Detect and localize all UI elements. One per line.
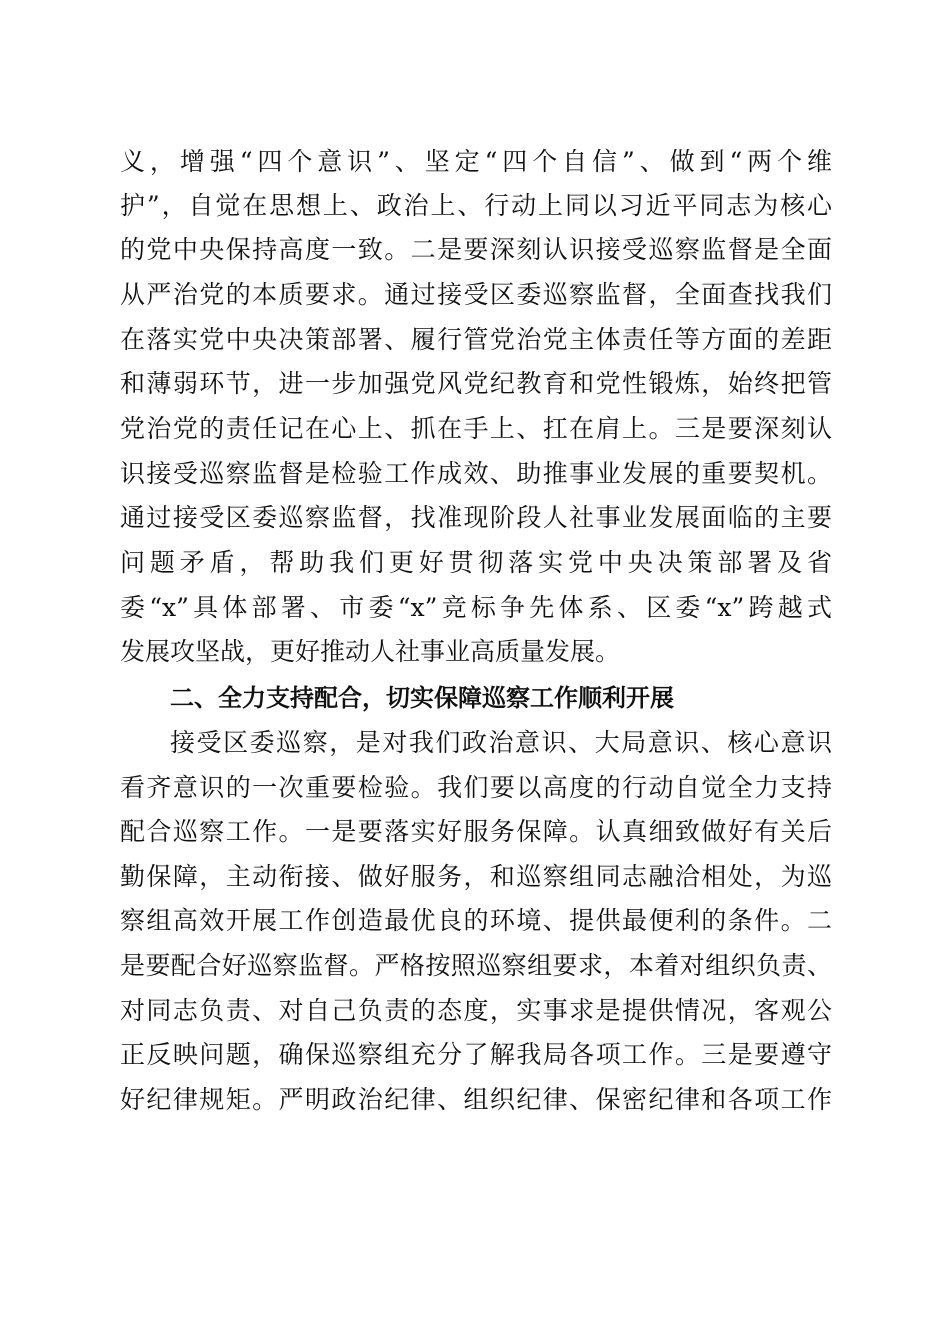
body-text-line: 义，增强“四个意识”、坚定“四个自信”、做到“两个维	[120, 147, 832, 176]
body-text-line: 接受区委巡察，是对我们政治意识、大局意识、核心意识	[170, 728, 832, 757]
body-text-line: 看齐意识的一次重要检验。我们要以高度的行动自觉全力支持	[120, 773, 832, 802]
body-text-line: 是要配合好巡察监督。严格按照巡察组要求，本着对组织负责、	[120, 951, 832, 980]
body-text-line: 在落实党中央决策部署、履行管党治党主体责任等方面的差距	[120, 325, 832, 354]
body-text-line: 对同志负责、对自己负责的态度，实事求是提供情况，客观公	[120, 996, 832, 1025]
body-text-line: 发展攻坚战，更好推动人社事业高质量发展。	[120, 637, 621, 666]
body-text-line: 正反映问题，确保巡察组充分了解我局各项工作。三是要遵守	[120, 1040, 832, 1069]
body-text-line: 勤保障，主动衔接、做好服务，和巡察组同志融洽相处，为巡	[120, 862, 832, 891]
body-text-line: 的党中央保持高度一致。二是要深刻认识接受巡察监督是全面	[120, 235, 832, 264]
body-text-line: 从严治党的本质要求。通过接受区委巡察监督，全面查找我们	[120, 280, 832, 309]
body-text-line: 问题矛盾，帮助我们更好贯彻落实党中央决策部署及省	[120, 548, 832, 577]
body-text-line: 和薄弱环节，进一步加强党风党纪教育和党性锻炼，始终把管	[120, 369, 832, 398]
body-text-line: 识接受巡察监督是检验工作成效、助推事业发展的重要契机。	[120, 459, 832, 488]
body-text-line: 委“x”具体部署、市委“x”竞标争先体系、区委“x”跨越式	[120, 593, 832, 622]
body-text-line: 通过接受区委巡察监督，找准现阶段人社事业发展面临的主要	[120, 503, 832, 532]
body-text-line: 护”，自觉在思想上、政治上、行动上同以习近平同志为核心	[120, 191, 832, 220]
body-text-line: 党治党的责任记在心上、抓在手上、扛在肩上。三是要深刻认	[120, 414, 832, 443]
body-text-line: 配合巡察工作。一是要落实好服务保障。认真细致做好有关后	[120, 817, 832, 846]
body-text-line: 好纪律规矩。严明政治纪律、组织纪律、保密纪律和各项工作	[120, 1085, 832, 1114]
body-text-line: 察组高效开展工作创造最优良的环境、提供最便利的条件。二	[120, 906, 832, 935]
section-heading: 二、全力支持配合，切实保障巡察工作顺利开展	[170, 684, 674, 712]
